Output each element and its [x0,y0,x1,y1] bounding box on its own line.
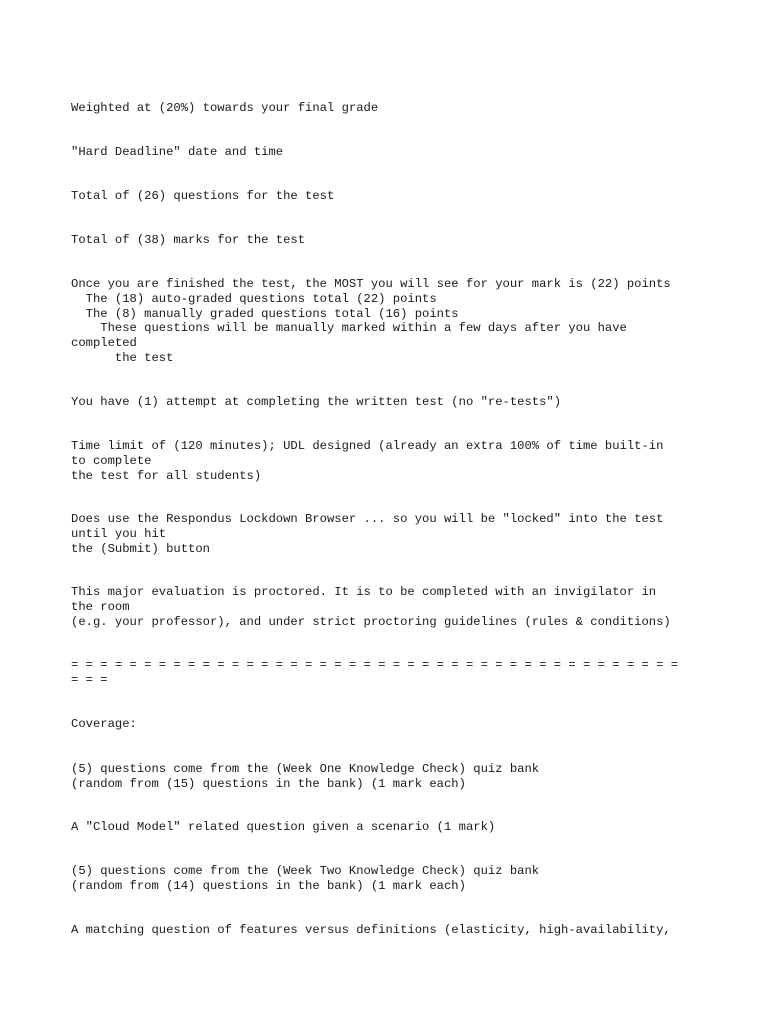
text-line: (e.g. your professor), and under strict proctoring guidelines (rules & conditions) [71,614,671,629]
text-line: completed [71,336,137,351]
cloud-model-paragraph [71,820,711,835]
text-line: to complete [71,453,152,468]
text-line: = = = = = = = = = = = = = = = = = = = = = = = = = = = = = = = = = = = = = = = = = = [71,658,679,672]
matching-question-paragraph [71,923,711,938]
text-line: until you hit [71,526,167,541]
text-line: Once you are finished the test, the MOST you will see for your mark is (22) points [71,277,671,291]
text-line: the test [71,350,174,365]
text-line: the test for all students) [71,468,262,483]
marking-details-paragraph [71,277,711,366]
text-line: the room [71,599,130,614]
text-line: The (8) manually graded questions total (16) points [71,306,459,321]
grade-weight-paragraph [71,101,711,116]
text-line: (random from (14) questions in the bank) (1 mark each) [71,878,466,893]
text-line: Does use the Respondus Lockdown Browser ... so you will be "locked" into the test [71,512,664,526]
text-line: A "Cloud Model" related question given a scenario (1 mark) [71,820,496,834]
text-line: A matching question of features versus definitions (elasticity, high-availability, [71,923,671,937]
text-line: (5) questions come from the (Week One Knowledge Check) quiz bank [71,762,540,776]
mark-count-paragraph [71,233,711,248]
separator-line [71,658,711,688]
text-line: the (Submit) button [71,541,210,556]
week-one-coverage-paragraph [71,762,711,792]
text-line: Total of (38) marks for the test [71,233,306,247]
text-line: Time limit of (120 minutes); UDL designed (already an extra 100% of time built-in [71,439,664,453]
text-line: The (18) auto-graded questions total (22) points [71,291,437,306]
proctoring-paragraph [71,585,711,629]
lockdown-browser-paragraph [71,512,711,556]
text-line: Coverage: [71,717,137,731]
coverage-heading [71,717,711,732]
text-line: (5) questions come from the (Week Two Knowledge Check) quiz bank [71,864,540,878]
text-line: You have (1) attempt at completing the written test (no "re-tests") [71,395,562,409]
text-line: These questions will be manually marked within a few days after you have [71,321,627,336]
text-line: = = = [71,672,108,687]
text-line: Weighted at (20%) towards your final grade [71,101,379,115]
text-line: (random from (15) questions in the bank) (1 mark each) [71,776,466,791]
time-limit-paragraph [71,439,711,483]
text-line: Total of (26) questions for the test [71,189,335,203]
deadline-paragraph [71,145,711,160]
attempts-paragraph [71,395,711,410]
week-two-coverage-paragraph [71,864,711,894]
text-line: "Hard Deadline" date and time [71,145,284,159]
question-count-paragraph [71,189,711,204]
text-line: This major evaluation is proctored. It is to be completed with an invigilator in [71,585,657,599]
